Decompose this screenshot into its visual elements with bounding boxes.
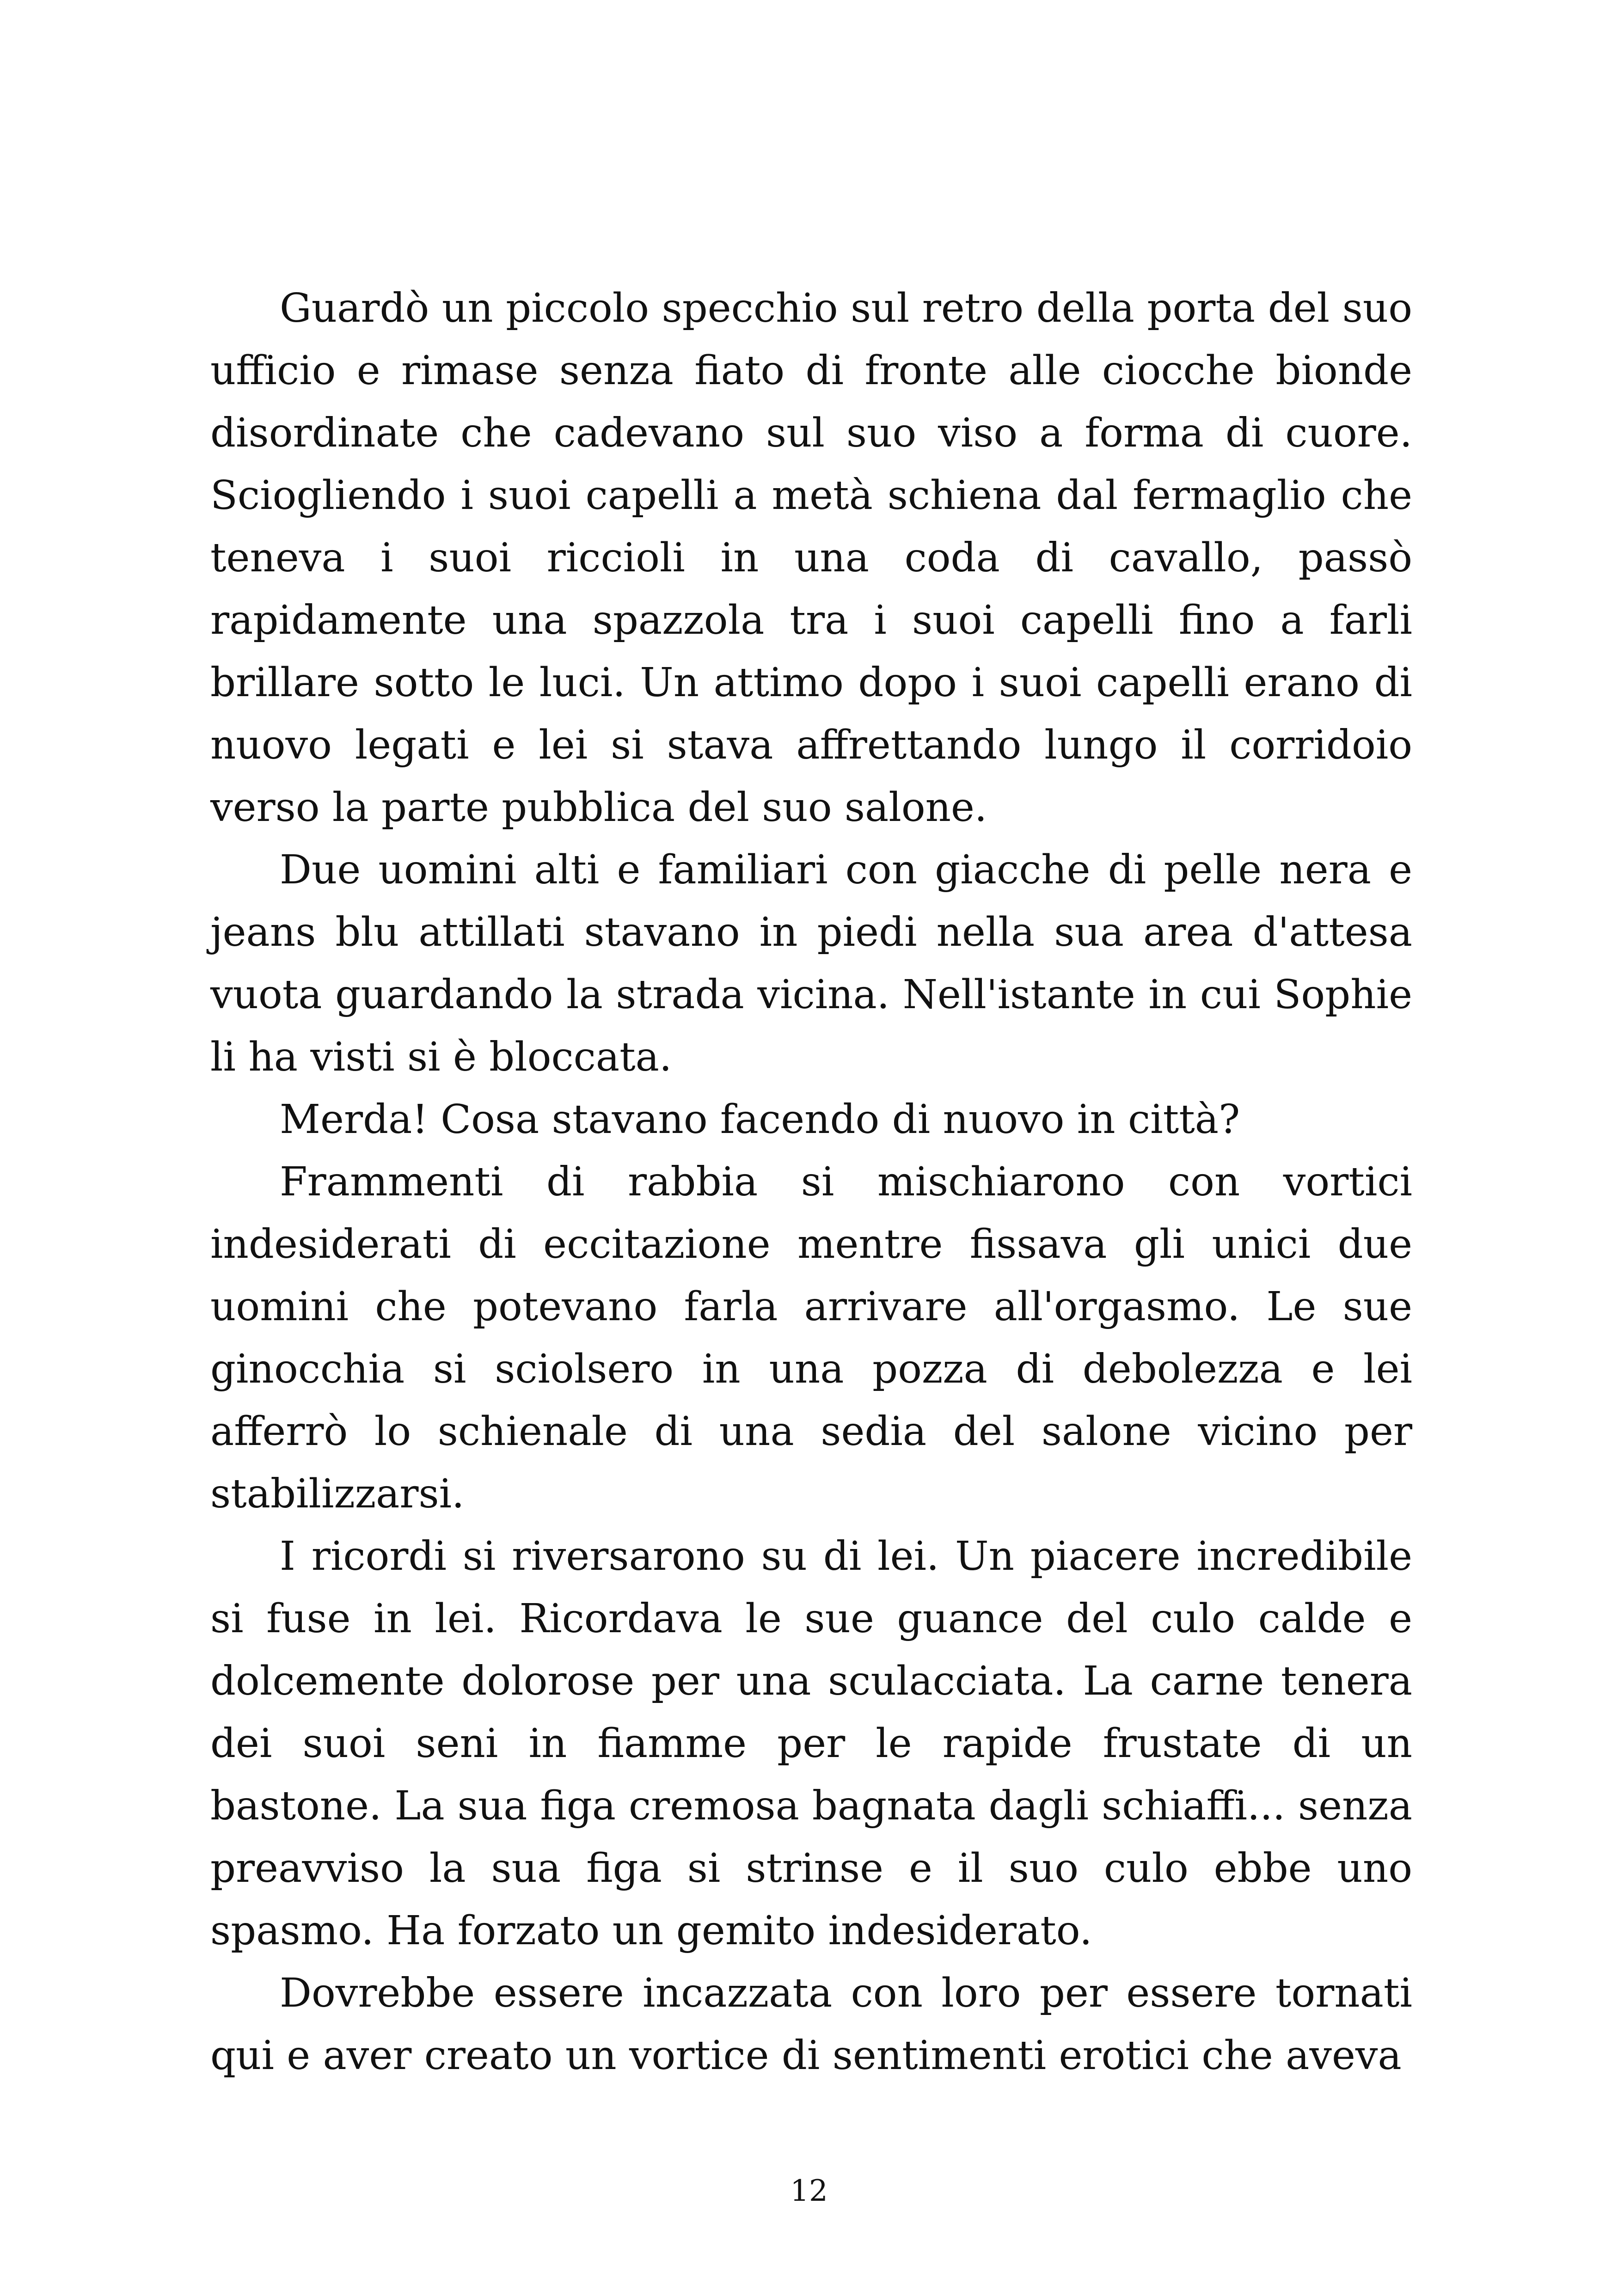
page-number: 12 [790, 2174, 828, 2208]
paragraph-1: Guardò un piccolo specchio sul retro della porta del suo ufficio e rimase senza fiato di fronte alle ciocche bionde disordinate che cadevano sul suo viso a forma di cuore. Sciogliendo i suoi capelli a metà schiena dal fermaglio che teneva i suoi riccioli in una coda di cavallo, passò rapidamente una spazzola tra i suoi capelli fino a farli brillare sotto le luci. Un attimo dopo i suoi capelli erano di nuovo legati e lei si stava affrettando lungo il corridoio verso la parte pubblica del suo salone. [210, 285, 1412, 831]
paragraph-5: I ricordi si riversarono su di lei. Un piacere incredibile si fuse in lei. Ricordava le sue guance del culo calde e dolcemente dolorose per una sculacciata. La carne tenera dei suoi seni in fiamme per le rapide frustate di un bastone. La sua figa cremosa bagnata dagli schiaffi... senza preavviso la sua figa si strinse e il suo culo ebbe uno spasmo. Ha forzato un gemito indesiderato. [210, 1533, 1412, 1954]
paragraph-3: Merda! Cosa stavano facendo di nuovo in città? [280, 1096, 1240, 1143]
body-text [210, 277, 1412, 2087]
paragraph-4: Frammenti di rabbia si mischiarono con vortici indesiderati di eccitazione mentre fissava gli unici due uomini che potevano farla arrivare all'orgasmo. Le sue ginocchia si sciolsero in una pozza di debolezza e lei afferrò lo schienale di una sedia del salone vicino per stabilizzarsi. [210, 1159, 1412, 1517]
paragraph-6: Dovrebbe essere incazzata con loro per essere tornati qui e aver creato un vortice di sentimenti erotici che aveva [210, 1970, 1412, 2079]
paragraph-2: Due uomini alti e familiari con giacche di pelle nera e jeans blu attillati stavano in piedi nella sua area d'attesa vuota guardando la strada vicina. Nell'istante in cui Sophie li ha visti si è bloccata. [210, 847, 1412, 1080]
